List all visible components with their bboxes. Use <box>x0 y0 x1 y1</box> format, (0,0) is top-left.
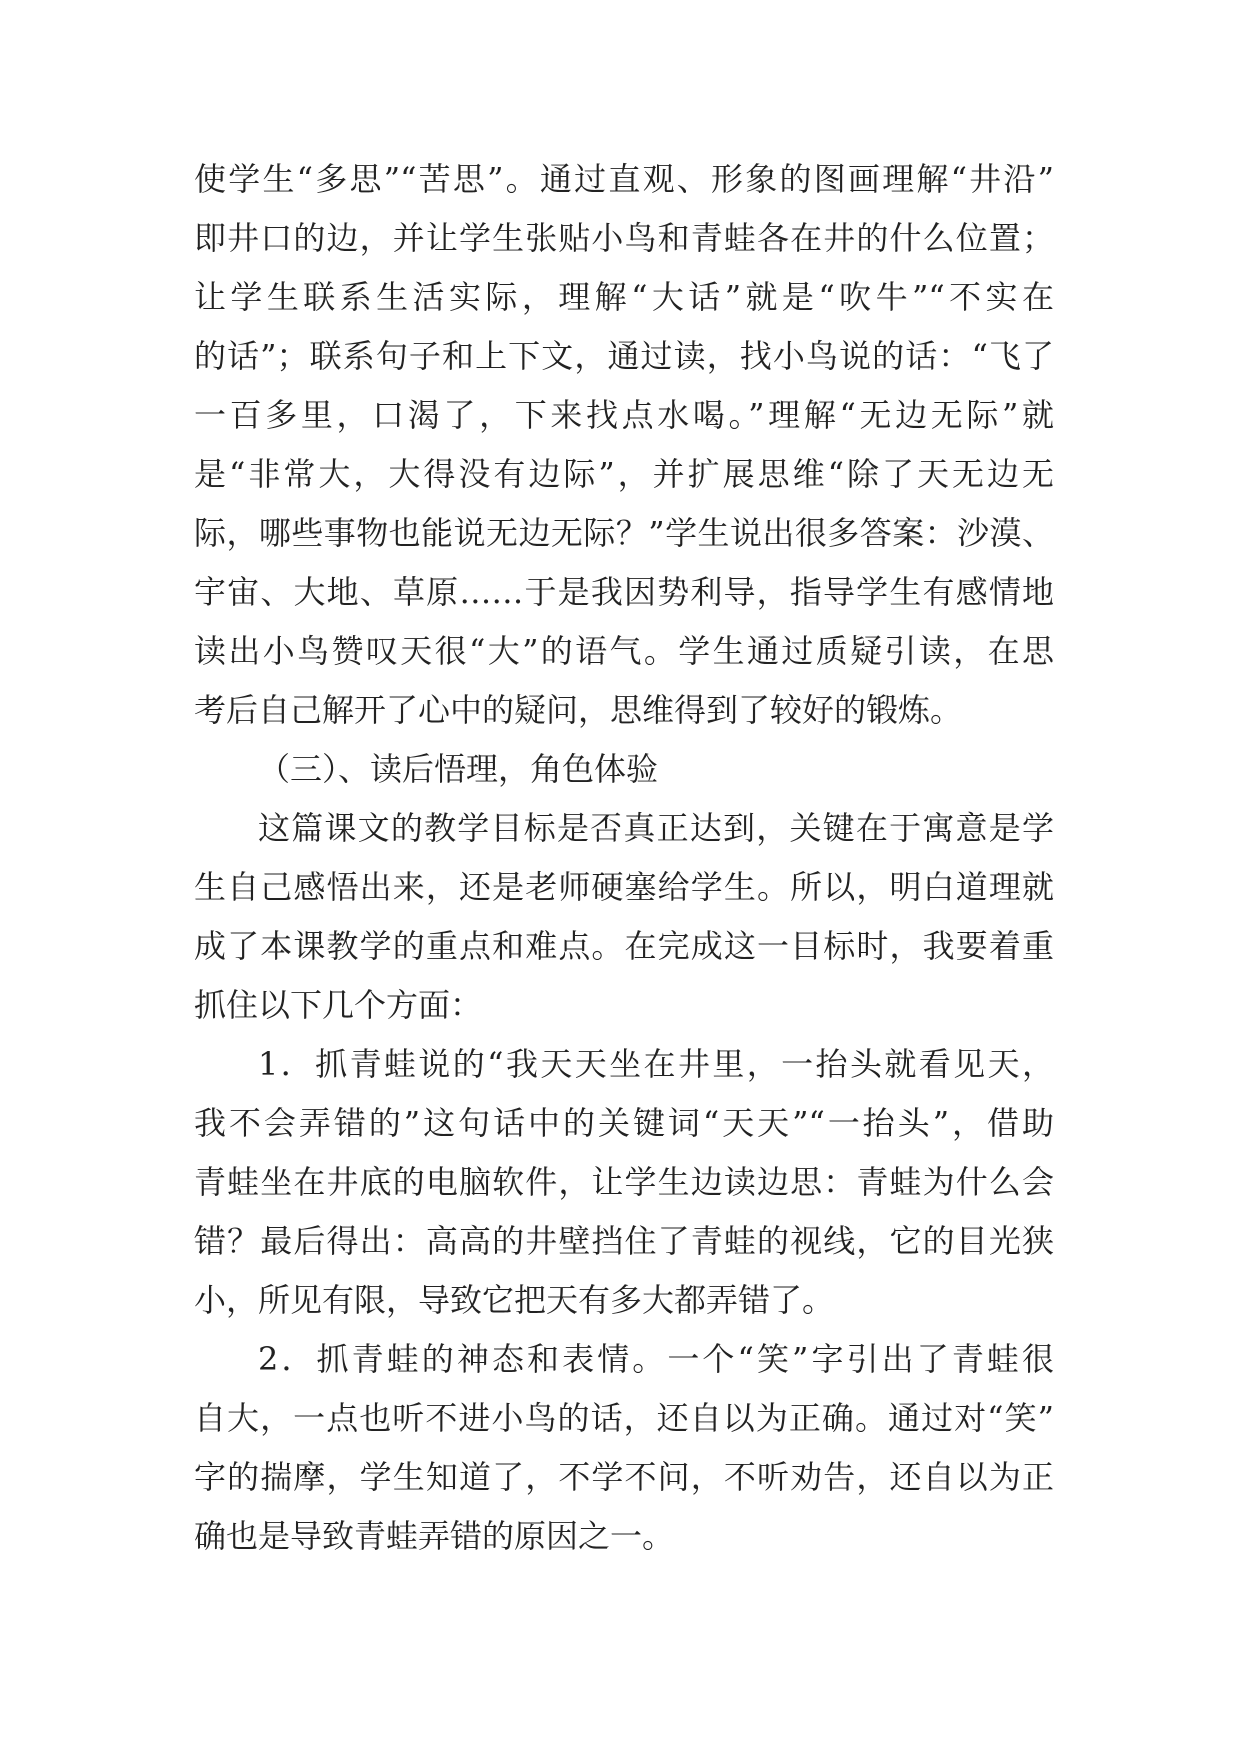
text-line: 际，哪些事物也能说无边无际？”学生说出很多答案：沙漠、 <box>194 514 1054 552</box>
text-line: 确也是导致青蛙弄错的原因之一。 <box>194 1517 675 1555</box>
text-line: 的话”；联系句子和上下文，通过读，找小鸟说的话：“飞了 <box>194 337 1054 375</box>
text-line: 即井口的边，并让学生张贴小鸟和青蛙各在井的什么位置； <box>194 219 1054 257</box>
text-line: 自大，一点也听不进小鸟的话，还自以为正确。通过对“笑” <box>194 1399 1054 1437</box>
text-line: 使学生“多思”“苦思”。通过直观、形象的图画理解“井沿” <box>194 160 1054 198</box>
text-line: 考后自己解开了心中的疑问，思维得到了较好的锻炼。 <box>194 691 963 729</box>
text-line: 青蛙坐在井底的电脑软件，让学生边读边思：青蛙为什么会 <box>194 1163 1054 1201</box>
text-line: 我不会弄错的”这句话中的关键词“天天”“一抬头”，借助 <box>194 1104 1054 1142</box>
list-item-2-line: 2．抓青蛙的神态和表情。一个“笑”字引出了青蛙很 <box>258 1340 1054 1378</box>
text-line: 宇宙、大地、草原……于是我因势利导，指导学生有感情地 <box>194 573 1054 611</box>
list-item-1-line: 1．抓青蛙说的“我天天坐在井里，一抬头就看见天， <box>258 1045 1054 1083</box>
text-line: 字的揣摩，学生知道了，不学不问，不听劝告，还自以为正 <box>194 1458 1054 1496</box>
document-body <box>194 150 1054 1566</box>
text-line: 小，所见有限，导致它把天有多大都弄错了。 <box>194 1281 835 1319</box>
text-line: 让学生联系生活实际，理解“大话”就是“吹牛”“不实在 <box>194 278 1054 316</box>
text-line: 抓住以下几个方面： <box>194 986 483 1024</box>
text-line: 是“非常大，大得没有边际”，并扩展思维“除了天无边无 <box>194 455 1054 493</box>
text-line: 这篇课文的教学目标是否真正达到，关键在于寓意是学 <box>258 809 1054 847</box>
text-line: 成了本课教学的重点和难点。在完成这一目标时，我要着重 <box>194 927 1054 965</box>
text-line: 生自己感悟出来，还是老师硬塞给学生。所以，明白道理就 <box>194 868 1054 906</box>
section-heading: （三）、读后悟理，角色体验 <box>258 750 659 788</box>
text-line: 错？最后得出：高高的井壁挡住了青蛙的视线，它的目光狭 <box>194 1222 1054 1260</box>
text-line: 一百多里，口渴了，下来找点水喝。”理解“无边无际”就 <box>194 396 1054 434</box>
text-line: 读出小鸟赞叹天很“大”的语气。学生通过质疑引读，在思 <box>194 632 1054 670</box>
